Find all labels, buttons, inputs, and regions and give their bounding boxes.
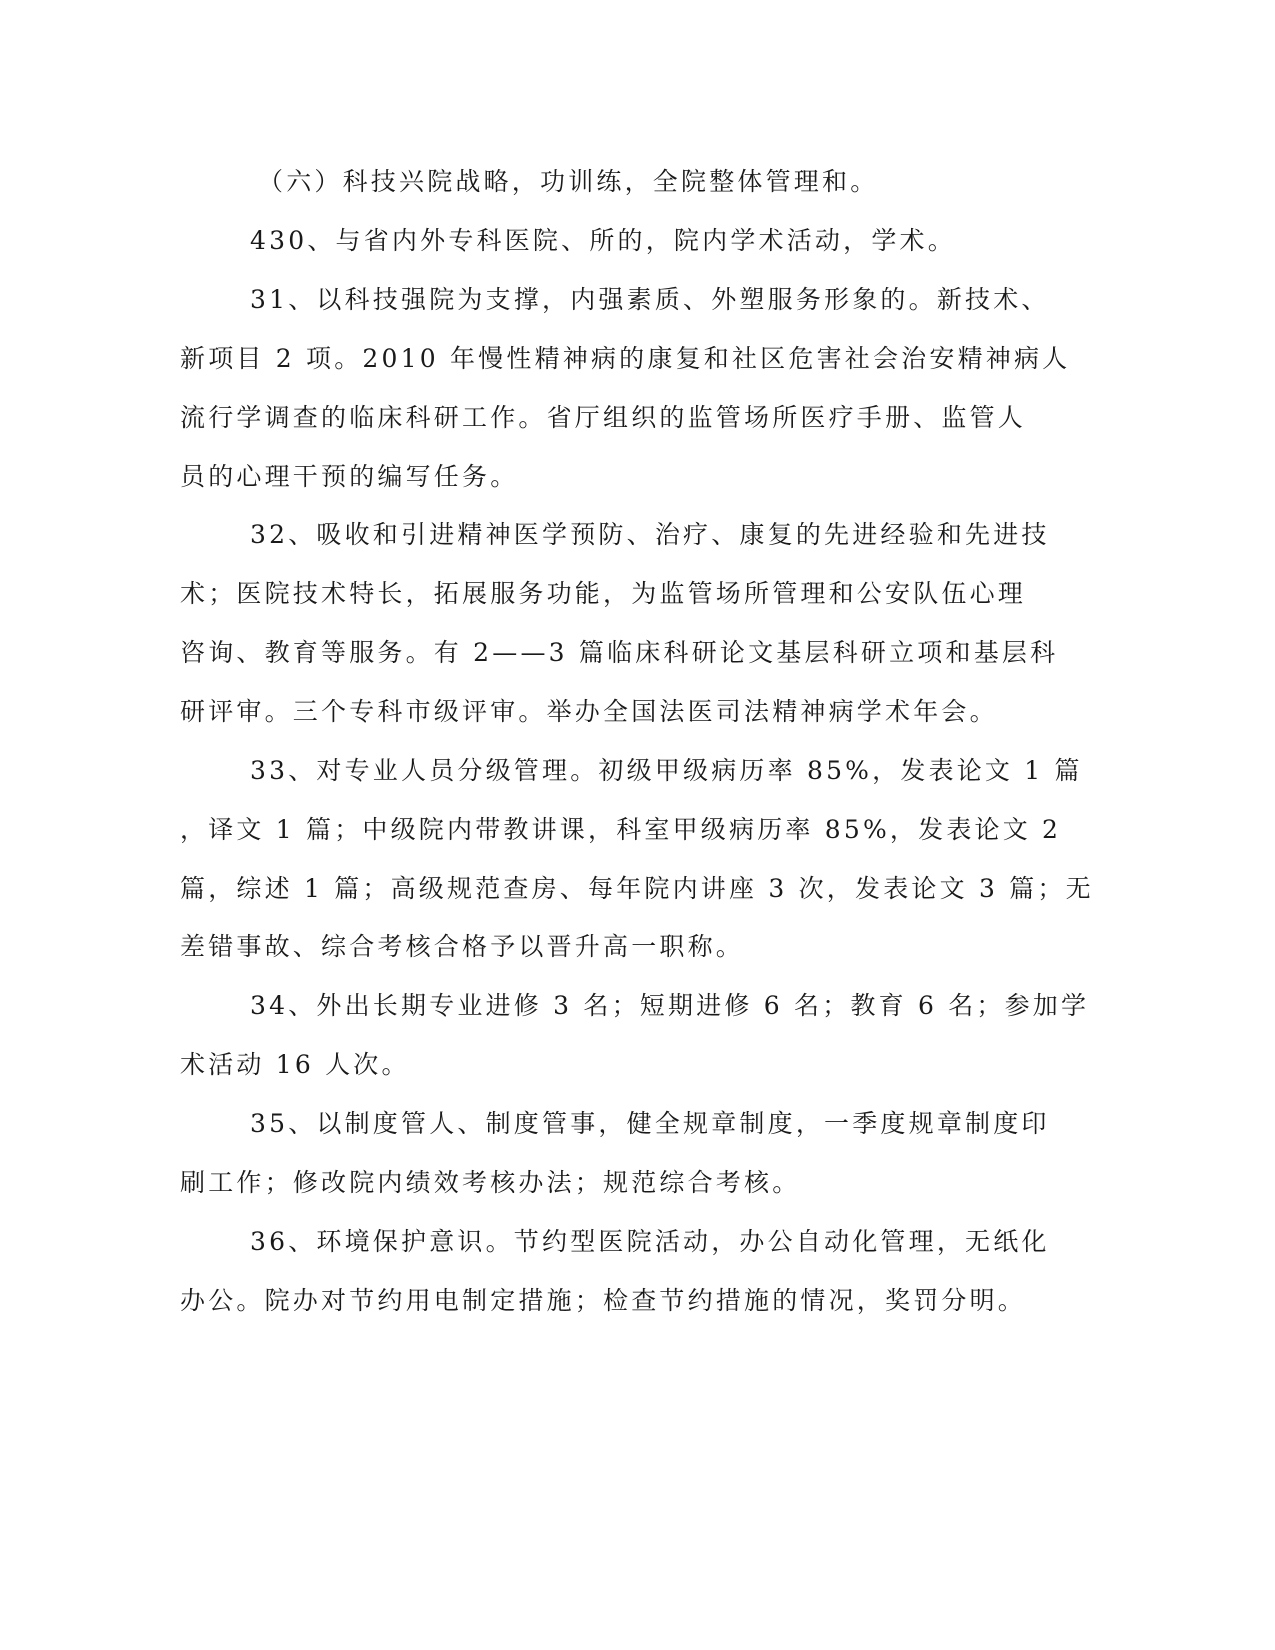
- text-line: 研评审。三个专科市级评审。举办全国法医司法精神病学术年会。: [180, 697, 998, 726]
- text-line: 35、以制度管人、制度管事，健全规章制度，一季度规章制度印: [250, 1109, 1050, 1138]
- text-line: 篇，综述 1 篇；高级规范查房、每年院内讲座 3 次，发表论文 3 篇；无: [180, 874, 1094, 903]
- text-line: 430、与省内外专科医院、所的，院内学术活动，学术。: [250, 226, 956, 255]
- text-line: 34、外出长期专业进修 3 名；短期进修 6 名；教育 6 名；参加学: [250, 991, 1090, 1020]
- text-line: 流行学调查的临床科研工作。省厅组织的监管场所医疗手册、监管人: [180, 403, 1027, 432]
- text-line: 办公。院办对节约用电制定措施；检查节约措施的情况，奖罚分明。: [180, 1286, 1027, 1315]
- text-line: 新项目 2 项。2010 年慢性精神病的康复和社区危害社会治安精神病人: [180, 344, 1071, 373]
- text-line: 31、以科技强院为支撑，内强素质、外塑服务形象的。新技术、: [250, 285, 1050, 314]
- text-line: 36、环境保护意识。节约型医院活动，办公自动化管理，无纸化: [250, 1227, 1050, 1256]
- text-line: 刷工作；修改院内绩效考核办法；规范综合考核。: [180, 1168, 801, 1197]
- text-line: 33、对专业人员分级管理。初级甲级病历率 85%，发表论文 1 篇: [250, 756, 1083, 785]
- text-line: 术；医院技术特长，拓展服务功能，为监管场所管理和公安队伍心理: [180, 579, 1027, 608]
- text-line: 32、吸收和引进精神医学预防、治疗、康复的先进经验和先进技: [250, 520, 1050, 549]
- text-line: 咨询、教育等服务。有 2——3 篇临床科研论文基层科研立项和基层科: [180, 638, 1059, 667]
- text-line: 差错事故、综合考核合格予以晋升高一职称。: [180, 932, 745, 961]
- text-line: （六）科技兴院战略，功训练，全院整体管理和。: [258, 167, 879, 196]
- text-line: ，译文 1 篇；中级院内带教讲课，科室甲级病历率 85%，发表论文 2: [180, 815, 1062, 844]
- text-line: 术活动 16 人次。: [180, 1050, 410, 1079]
- text-line: 员的心理干预的编写任务。: [180, 462, 519, 491]
